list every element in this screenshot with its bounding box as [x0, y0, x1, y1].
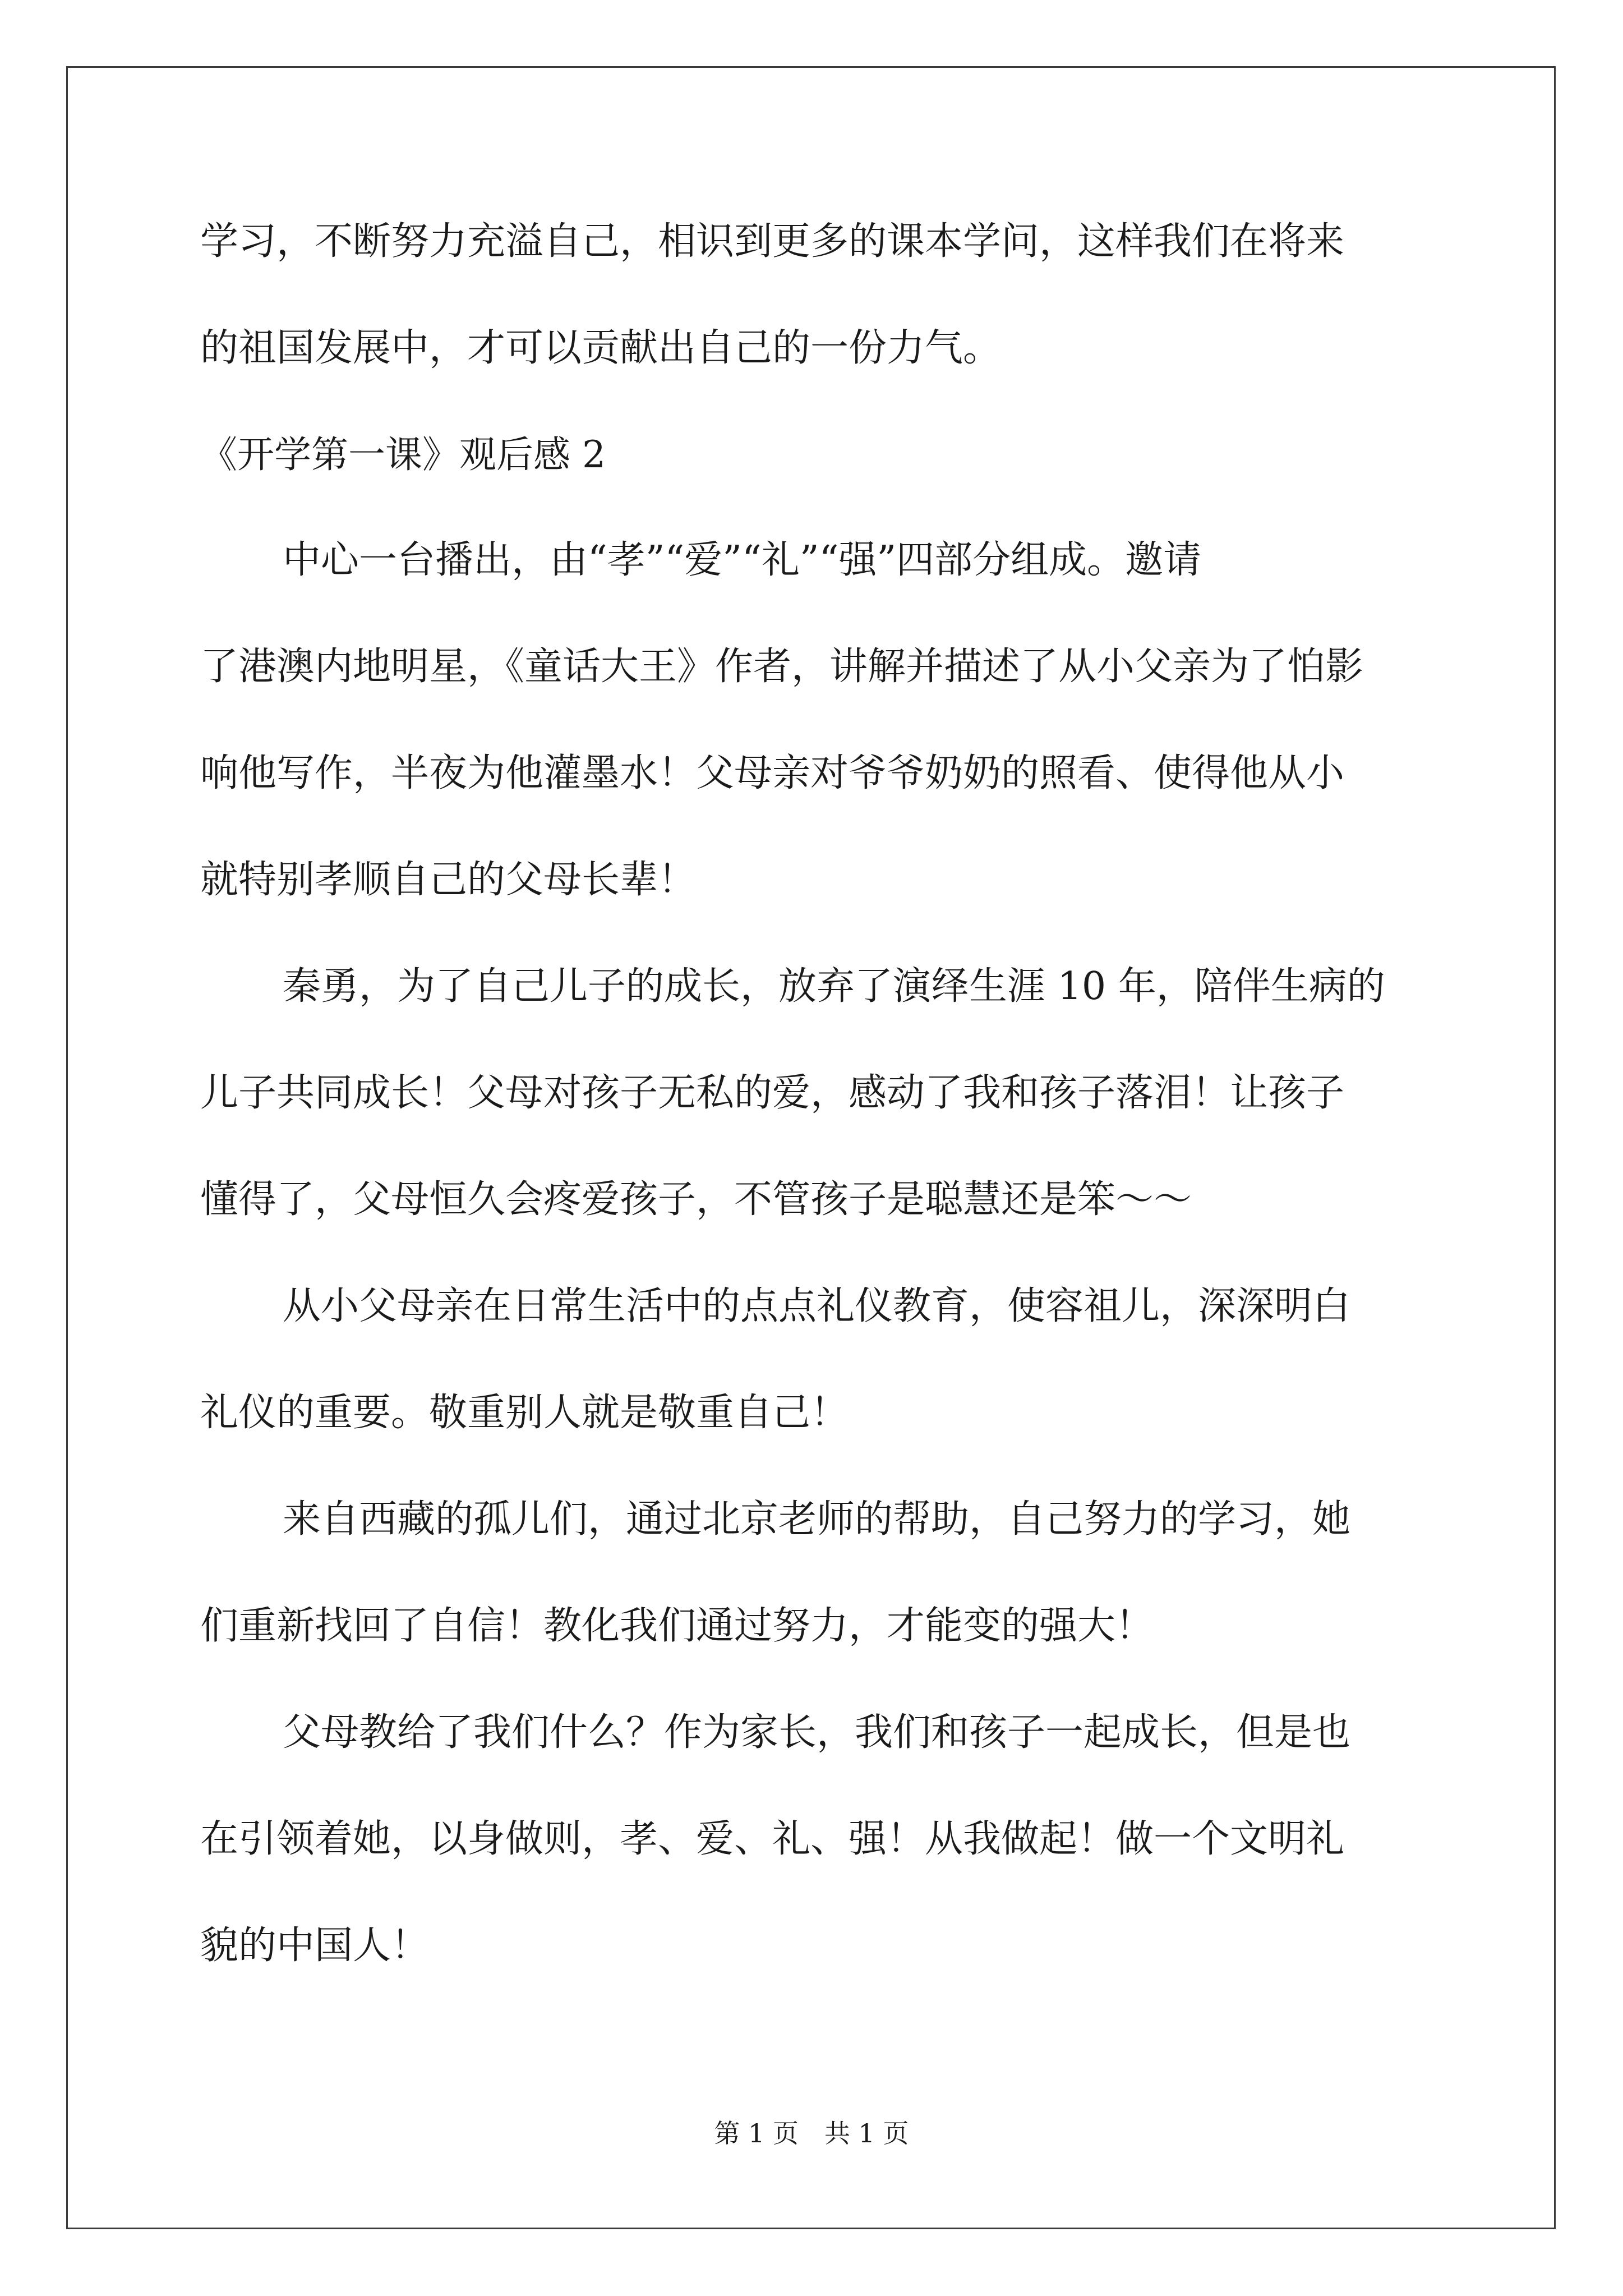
text-line: 学习，不断努力充溢自己，相识到更多的课本学问，这样我们在将来 [200, 219, 1345, 264]
page-footer: 第 1 页 共 1 页 [714, 2118, 909, 2148]
document-body [200, 216, 1423, 2027]
text-line: 就特别孝顺自己的父母长辈！ [200, 858, 697, 902]
text-line: 了港澳内地明星，《童话大王》作者，讲解并描述了从小父亲为了怕影 [200, 645, 1364, 689]
text-line: 礼仪的重要。敬重别人就是敬重自己！ [200, 1391, 849, 1435]
text-line: 来自西藏的孤儿们，通过北京老师的帮助，自己努力的学习，她 [283, 1497, 1351, 1542]
text-line: 从小父母亲在日常生活中的点点礼仪教育，使容祖儿，深深明白 [283, 1284, 1351, 1328]
text-line: 们重新找回了自信！教化我们通过努力，才能变的强大！ [200, 1604, 1154, 1648]
text-line: 在引领着她，以身做则，孝、爱、礼、强！从我做起！做一个文明礼 [200, 1817, 1345, 1861]
text-line: 响他写作，半夜为他灌墨水！父母亲对爷爷奶奶的照看、使得他从小 [200, 751, 1345, 795]
text-line: 懂得了，父母恒久会疼爱孩子，不管孩子是聪慧还是笨～～ [200, 1177, 1192, 1222]
text-line: 貌的中国人！ [200, 1924, 430, 1968]
text-line: 秦勇，为了自己儿子的成长，放弃了演绎生涯 10 年，陪伴生病的 [283, 964, 1385, 1009]
text-line: 儿子共同成长！父母对孩子无私的爱，感动了我和孩子落泪！让孩子 [200, 1071, 1345, 1115]
text-line: 中心一台播出，由“孝”“爱”“礼”“强”四部分组成。邀请 [283, 538, 1202, 582]
section-heading: 《开学第一课》观后感 2 [200, 433, 606, 476]
text-line: 的祖国发展中，才可以贡献出自己的一份力气。 [200, 326, 1002, 370]
text-line: 父母教给了我们什么？作为家长，我们和孩子一起成长，但是也 [283, 1710, 1351, 1755]
